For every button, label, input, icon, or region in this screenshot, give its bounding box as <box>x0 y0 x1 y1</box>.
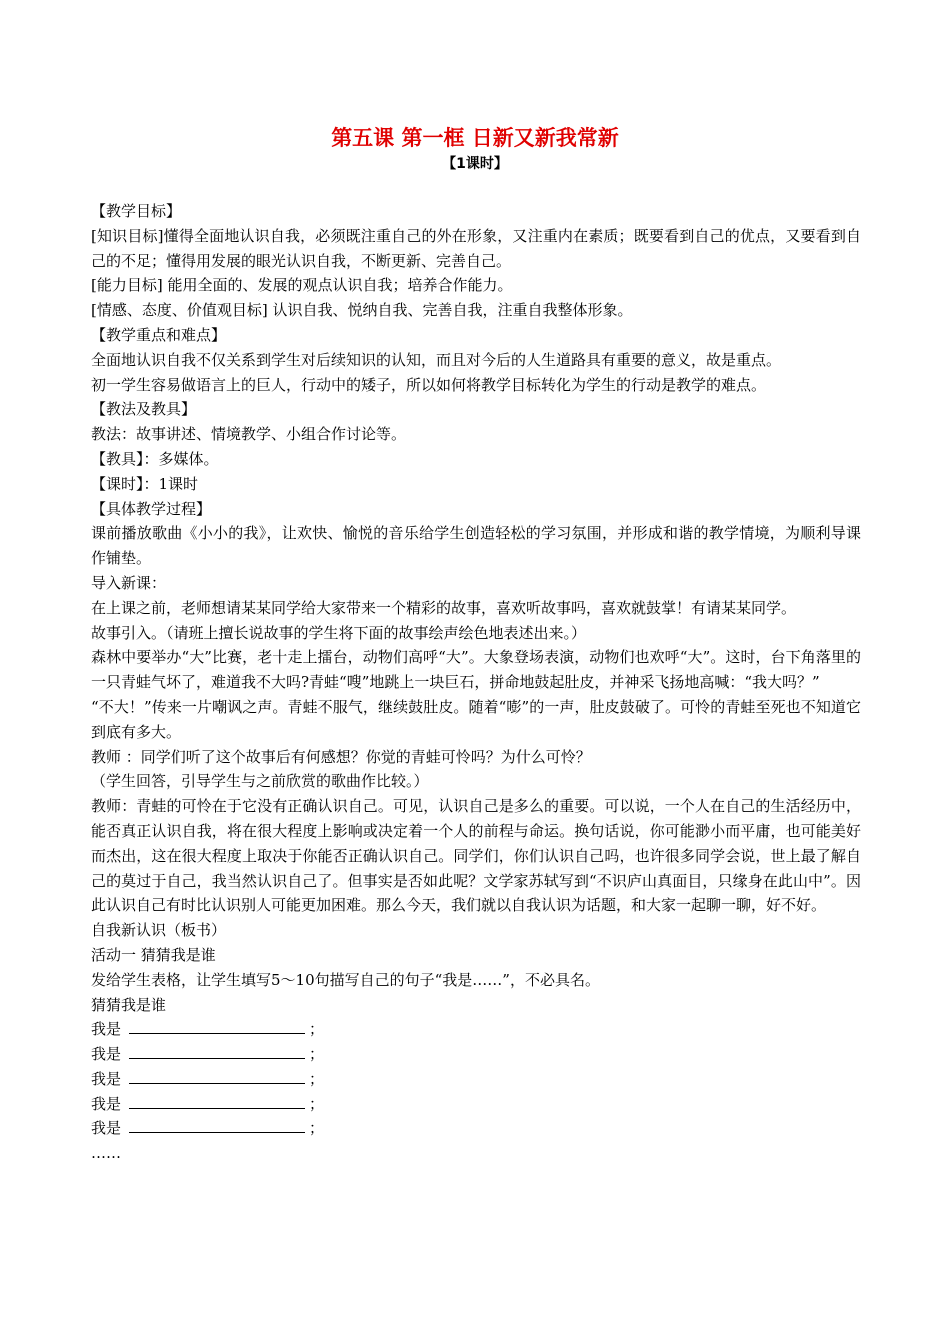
paragraph-activity-one: 活动一 猜猜我是谁 <box>91 945 216 964</box>
paragraph-methods: 教法：故事讲述、情境教学、小组合作讨论等。 <box>91 425 407 444</box>
paragraph-emotion-objective: [情感、态度、价值观目标] 认识自我、悦纳自我、完善自我，注重自我整体形象。 <box>91 301 633 320</box>
fill-line-prefix: 我是 <box>91 1045 122 1064</box>
document-body <box>91 199 861 1166</box>
paragraph-intro: 在上课之前，老师想请某某同学给大家带来一个精彩的故事，喜欢听故事吗，喜欢就鼓掌！有请某某同学。 <box>91 598 797 617</box>
section-heading-process: 【具体教学过程】 <box>91 499 212 518</box>
paragraph-intro-label: 导入新课： <box>91 573 167 592</box>
paragraph-teacher-question: 教师 ：同学们听了这个故事后有何感想？你觉的青蛙可怜吗？为什么可怜？ <box>91 747 591 766</box>
blank-underline <box>129 1116 305 1133</box>
fill-line-suffix: ； <box>309 1020 325 1039</box>
paragraph-guess-title: 猜猜我是谁 <box>91 995 167 1014</box>
fill-line <box>91 1017 861 1042</box>
paragraph-key-point: 全面地认识自我不仅关系到学生对后续知识的认知，而且对今后的人生道路具有重要的意义，故是重点。 <box>91 350 782 369</box>
page-subtitle: 【1课时】 <box>442 156 508 172</box>
fill-line-suffix: ； <box>309 1119 325 1138</box>
fill-line <box>91 1067 861 1092</box>
section-heading-methods: 【教法及教具】 <box>91 400 197 419</box>
paragraph-story-2: “不大！”传来一片嘲讽之声。青蛙不服气，继续鼓肚皮。随着“嘭”的一声，肚皮鼓破了。可怜的青蛙至死也不知道它到底有多大。 <box>91 697 861 741</box>
fill-line <box>91 1116 861 1141</box>
paragraph-student-answer: （学生回答，引导学生与之前欣赏的歌曲作比较。） <box>91 772 429 791</box>
ellipsis: …… <box>91 1144 121 1163</box>
fill-line-prefix: 我是 <box>91 1020 122 1039</box>
fill-line-prefix: 我是 <box>91 1069 122 1088</box>
fill-line-prefix: 我是 <box>91 1119 122 1138</box>
paragraph-activity-instructions: 发给学生表格，让学生填写5～10句描写自己的句子“我是……”，不必具名。 <box>91 970 600 989</box>
paragraph-story-1: 森林中要举办“大”比赛，老十走上擂台，动物们高呼“大”。大象登场表演，动物们也欢呼“大”。这时，台下角落里的一只青蛙气坏了，难道我不大吗?青蛙“嗖”地跳上一块巨石，拼命地鼓起肚皮，并神采飞扬地高喊：“我大吗？” <box>91 648 861 692</box>
section-heading-objectives: 【教学目标】 <box>91 202 182 220</box>
paragraph-board-title: 自我新认识（板书） <box>91 921 227 940</box>
paragraph-teacher-explanation: 教师：青蛙的可怜在于它没有正确认识自己。可见，认识自己是多么的重要。可以说，一个人在自己的生活经历中，能否真正认识自我，将在很大程度上影响或决定着一个人的前程与命运。换句话说，你可能渺小而平庸，也可能美好而杰出，这在很大程度上取决于你能否正确认识自己。同学们，你们认识自己吗，也许很多同学会说，世上最了解自己的莫过于自己，我当然认识自己了。但事实是否如此呢？文学家苏轼写到“不识庐山真面目，只缘身在此山中”。因此认识自己有时比认识别人可能更加困难。那么今天，我们就以自我认识为话题，和大家一起聊一聊，好不好。 <box>91 797 861 915</box>
section-heading-key-points: 【教学重点和难点】 <box>91 325 227 344</box>
paragraph-ability-objective: [能力目标] 能用全面的、发展的观点认识自我；培养合作能力。 <box>91 276 513 295</box>
paragraph-pre-class-song: 课前播放歌曲《小小的我》，让欢快、愉悦的音乐给学生创造轻松的学习氛围，并形成和谐的教学情境，为顺利导课作铺垫。 <box>91 524 861 568</box>
fill-line-suffix: ； <box>309 1094 325 1113</box>
blank-underline <box>129 1092 305 1109</box>
blank-underline <box>129 1017 305 1034</box>
page-title: 第五课 第一框 日新又新我常新 <box>331 126 619 150</box>
fill-line-suffix: ； <box>309 1045 325 1064</box>
fill-line-prefix: 我是 <box>91 1094 122 1113</box>
fill-line-suffix: ； <box>309 1069 325 1088</box>
paragraph-tools: 【教具】：多媒体。 <box>91 449 219 468</box>
paragraph-story-intro: 故事引入。（请班上擅长说故事的学生将下面的故事绘声绘色地表述出来。） <box>91 623 587 642</box>
fill-line <box>91 1042 861 1067</box>
fill-line <box>91 1092 861 1117</box>
paragraph-knowledge-objective: [知识目标]懂得全面地认识自我，必须既注重自己的外在形象，又注重内在素质；既要看到自己的优点，又要看到自己的不足；懂得用发展的眼光认识自我，不断更新、完善自己。 <box>91 226 861 270</box>
blank-underline <box>129 1067 305 1084</box>
paragraph-lesson-hours: 【课时】：1课时 <box>91 474 199 493</box>
blank-underline <box>129 1042 305 1059</box>
paragraph-difficulty: 初一学生容易做语言上的巨人，行动中的矮子，所以如何将教学目标转化为学生的行动是教学的难点。 <box>91 375 767 394</box>
